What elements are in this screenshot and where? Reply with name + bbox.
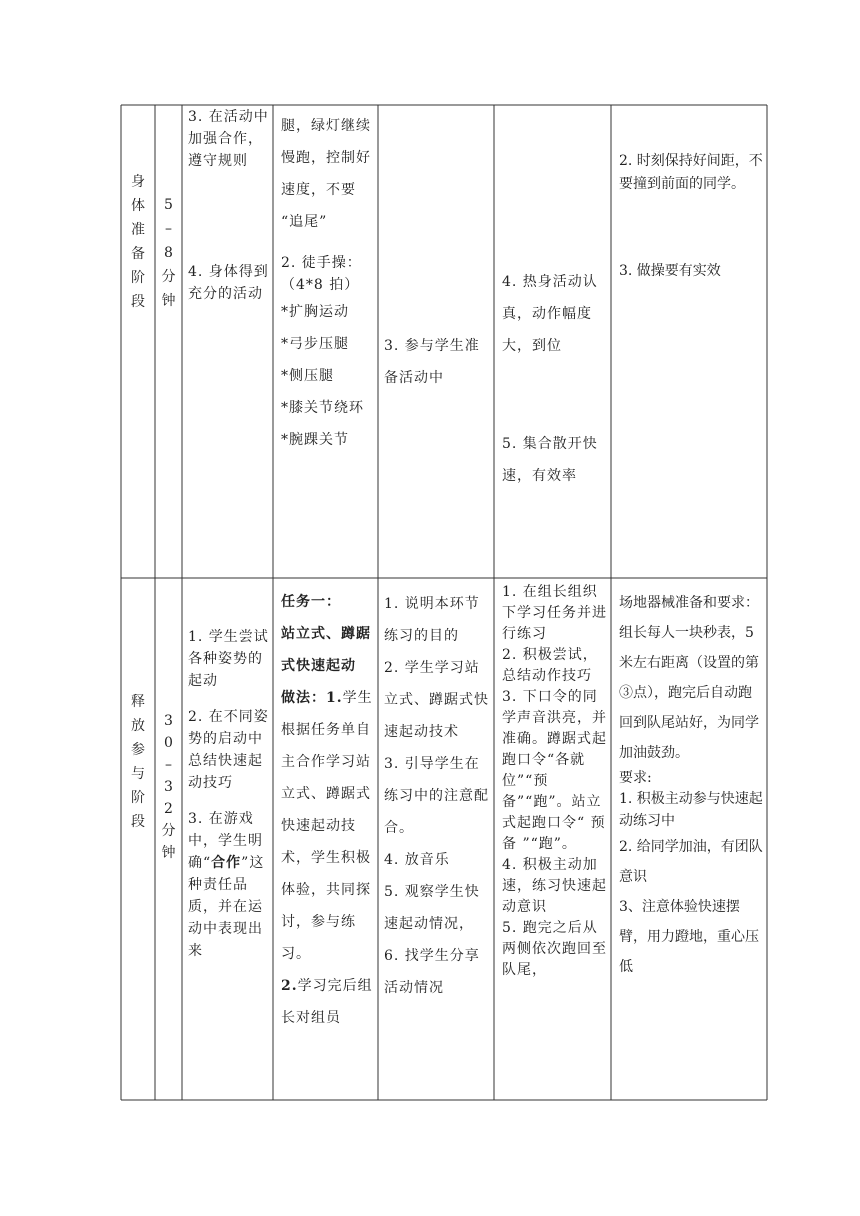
- goal-item: 4. 身体得到充分的活动: [188, 264, 269, 302]
- goal-item: 2. 在不同姿势的启动中总结快速起动技巧: [188, 709, 269, 791]
- goal-item: 3. 在游戏中，学生明确“合作”这种责任品质，并在运动中表现出来: [188, 811, 265, 959]
- row1-stage: 身 体 准 备 阶 段: [131, 174, 145, 310]
- row1-goals: [188, 106, 270, 305]
- row1-content: 腿，绿灯继续慢跑，控制好速度，不要 “追尾” 2. 徒手操：（4*8 拍） *扩胸运动 *弓步压腿 *侧压腿 *膝关节绕环 *腕踝关节: [281, 118, 371, 448]
- row1-teacher: 3. 参与学生准备活动中: [384, 338, 480, 386]
- row2-student: 1. 在组长组织下学习任务并进行练习 2. 积极尝试，总结动作技巧 3. 下口令的同学声音洪亮，并准确。蹲踞式起跑口令“各就位”“预备”“跑”。站立式起跑口令“ 预 备 ”“跑”。 4. 积极主动加速，练习快速起动意识 5. 跑完之后从两侧依次跑回至队尾，: [502, 584, 607, 978]
- row1-notes: 2. 时刻保持好间距，不要撞到前面的同学。 3. 做操要有实效: [619, 153, 763, 279]
- row1-student: 4. 热身活动认真，动作幅度大，到位 5. 集合散开快速，有效率: [502, 274, 598, 484]
- row2-stage: 释 放 参 与 阶 段: [131, 694, 145, 830]
- row2-teacher: 1. 说明本环节练习的目的 2. 学生学习站立式、蹲踞式快速起动技术 3. 引导学生在练习中的注意配合。 4. 放音乐 5. 观察学生快速起动情况， 6. 找学生分享活动情况: [384, 596, 489, 996]
- goal-item: 3. 在活动中加强合作，遵守规则: [188, 109, 269, 169]
- row2-content: 任务一： 站立式、蹲踞式快速起动 做法：1.学生根据任务单自主合作学习站立式、蹲踞式快速起动技术，学生积极体验，共同探讨，参与练习。 2.学习完后组长对组员: [281, 594, 373, 1026]
- row2-time: 3 0 – 3 2 分 钟: [161, 713, 176, 861]
- row1-time: 5 – 8 分 钟: [161, 197, 176, 309]
- row2-goals: [188, 626, 270, 962]
- row2-notes: 场地器械准备和要求： 组长每人一块秒表，5 米左右距离（设置的第③点），跑完后自动跑回到队尾站好，为同学加油鼓劲。 要求: 1. 积极主动参与快速起动练习中 2. 给同学加油，有团队意识 3、注意体验快速摆臂，用力蹬地，重心压低: [619, 595, 763, 975]
- goal-item: 1. 学生尝试各种姿势的起动: [188, 629, 269, 689]
